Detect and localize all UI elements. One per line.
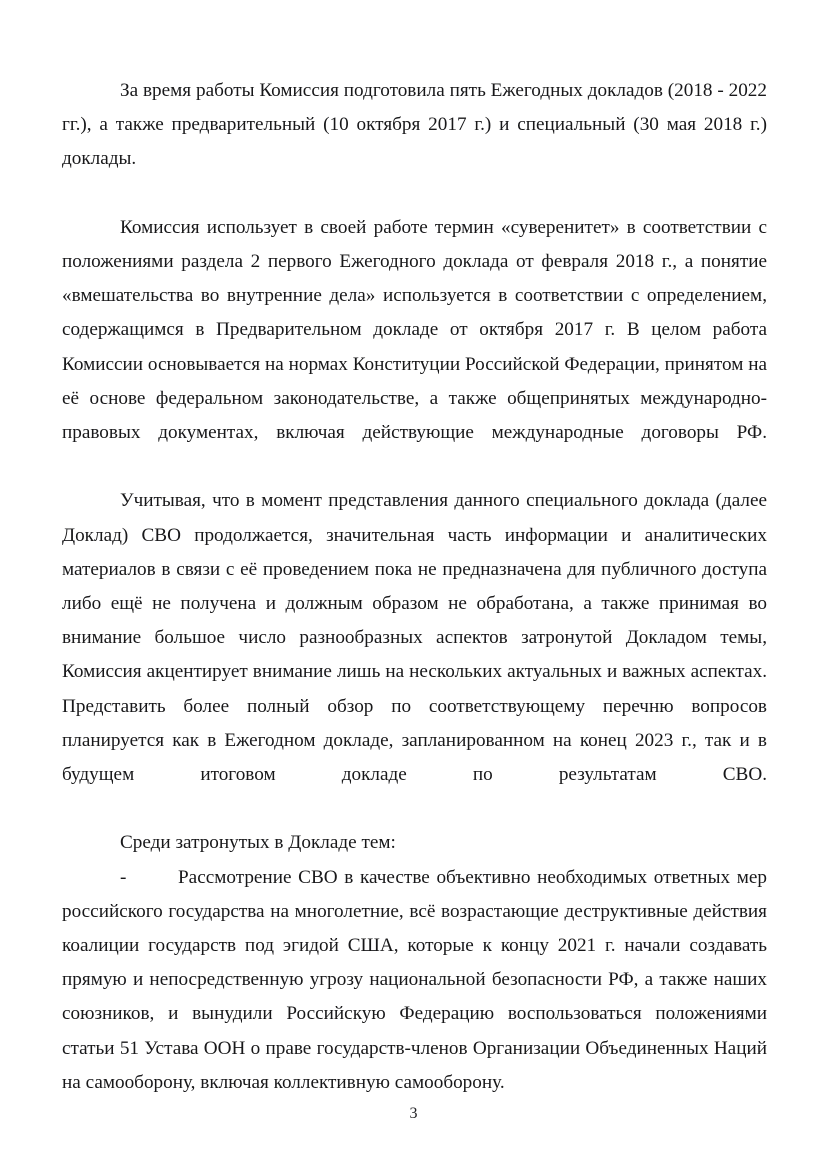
bullet-dash-marker: - [120,866,127,888]
paragraph-sovereignty-terminology: Комиссия использует в своей работе термин «суверенитет» в соответствии с положениями раздела 2 первого Ежегодного доклада от февраля 2018 г., а понятие «вмешательства во внутренние дела» используется в соответствии с определением, содержащимся в Предварительном докладе от октября 2017 г. В целом работа Комиссии основывается на нормах Конституции Российской Федерации, принятом на её основе федеральном законодательстве, а также общепринятых международно-правовых документах, включая действующие международные договоры РФ. [62,216,767,444]
page-number-footer: 3 [409,1105,418,1122]
bullet-item-svo-response [62,861,767,1100]
paragraph-report-scope: Учитывая, что в момент представления данного специального доклада (далее Доклад) СВО продолжается, значительная часть информации и аналитических материалов в связи с её проведением пока не предназначена для публичного доступа либо ещё не получена и должным образом не обработана, а также принимая во внимание большое число разнообразных аспектов затронутой Докладом темы, Комиссия акцентирует внимание лишь на нескольких актуальных и важных аспектах. Представить более полный обзор по соответствующему перечню вопросов планируется как в Ежегодном докладе, запланированном на конец 2023 г., так и в будущем итоговом докладе по результатам СВО. [62,490,767,786]
paragraph-annual-reports: За время работы Комиссия подготовила пять Ежегодных докладов (2018 - 2022 гг.), а также предварительный (10 октября 2017 г.) и специальный (30 мая 2018 г.) доклады. [62,80,767,170]
page-body-text [62,74,767,1100]
paragraph-topics-intro: Среди затронутых в Докладе тем: [120,832,396,854]
bullet-item-text: Рассмотрение СВО в качестве объективно необходимых ответных мер российского государства на многолетние, всё возрастающие деструктивные действия коалиции государств под эгидой США, которые к концу 2021 г. начали создавать прямую и непосредственную угрозу национальной безопасности РФ, а также наших союзников, и вынудили Российскую Федерацию воспользоваться положениями статьи 51 Устава ООН о праве государств-членов Организации Объединенных Наций на самооборону, включая коллективную самооборону. [62,866,767,1093]
